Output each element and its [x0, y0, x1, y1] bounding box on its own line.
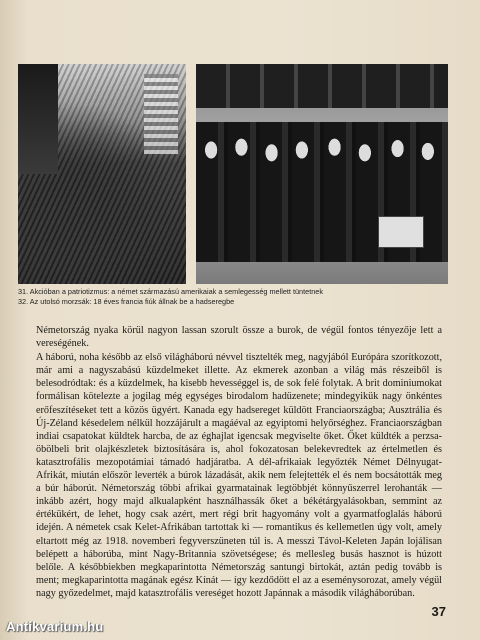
- suitcase: [378, 216, 424, 248]
- photo-demonstration-crowd: [18, 64, 186, 284]
- caption-31: 31. Akcióban a patriotizmus: a német származású amerikaiak a semlegesség mellett tüntetnek: [18, 287, 323, 296]
- photo-captions: [18, 287, 458, 307]
- body-text: [36, 324, 442, 600]
- caption-32: 32. Az utolsó morzsák: 18 éves francia fiúk állnak be a hadseregbe: [18, 297, 235, 306]
- page-number: 37: [431, 604, 446, 619]
- storefront-sign: [196, 64, 448, 108]
- paragraph-2: A háború, noha később az első világháború névvel tisztelték meg, nagyjából Európára szorítkozott, már ami a nagyszabású küzdelmeket illette. Az ekmerek azonban a világ más részeiből is belesodródtak: és a küzdelmek, ha kisebb hevességgel is, de sok felé folytak. A brit dominiumokat formálisan kötelezte a jogilag még egységes birodalom hadüzenete; mindegyikük nagy önkéntes erőfeszítéseket tett a közös ügyért. Kanada egy hadsereget küldött Franciaországba; Ausztrália és Új-Zéland késedelem nélkül hozzájárult a magáéval az egyiptomi helyőrséghez. Franciaországban indiai csapatokat küldtek harcba, de az éghajlat igencsak megviselte őket. Őket küldték a perzsa-öbölbeli brit olajkészletek biztosítására is, ahol fokozatosan belekevredtek az értelmetlen és katasztrofális mezopotámiai támadó hadjáratba. A dél-afrikaiak legyőzték Német Délnyugat-Afrikát, miután először leverték a búrok lázadását, akik nem felejtették el és nem bocsátották meg a búr háborút. Németország többi afrikai gyarmatainak legtöbbjét könnyűszerrel lerohanták — inkább azért, hogy majd alkualapként használhassák őket a békétárgyalásokban, semmint az értékükért, de lehet, hogy csak azért, mert régi brit hagyomány volt a gyarmatfoglalás háború idején. A németek csak Kelet-Afrikában tartottak ki — romantikus és kellemetlen úgy volt, amely eltartott még az 1918. novemberi fegyverszüneten túl is. A messzi Távol-Keleten Japán lojálisan belépett a háborúba, mint Nagy-Britannia szövetségese; és mellesleg busás hasznot is húzott belőle. A későbbiekben megkaparintotta Németország santungi birtokát, aztán pedig tovább is ment; megkaparintotta magának egész Kínát — így kezdődött el az a eseménysorozat, amely végül nagy győzedelmet, majd katasztrofális vereséget hozott Japánnak a második világháborúban.: [36, 352, 442, 599]
- photo-french-recruits: [196, 64, 448, 284]
- paragraph-1: Németország nyaka körül nagyon lassan szorult össze a burok, de végül fontos tényezője lett a vereségének.: [36, 325, 442, 350]
- watermark: Antikvarium.hu: [6, 619, 104, 634]
